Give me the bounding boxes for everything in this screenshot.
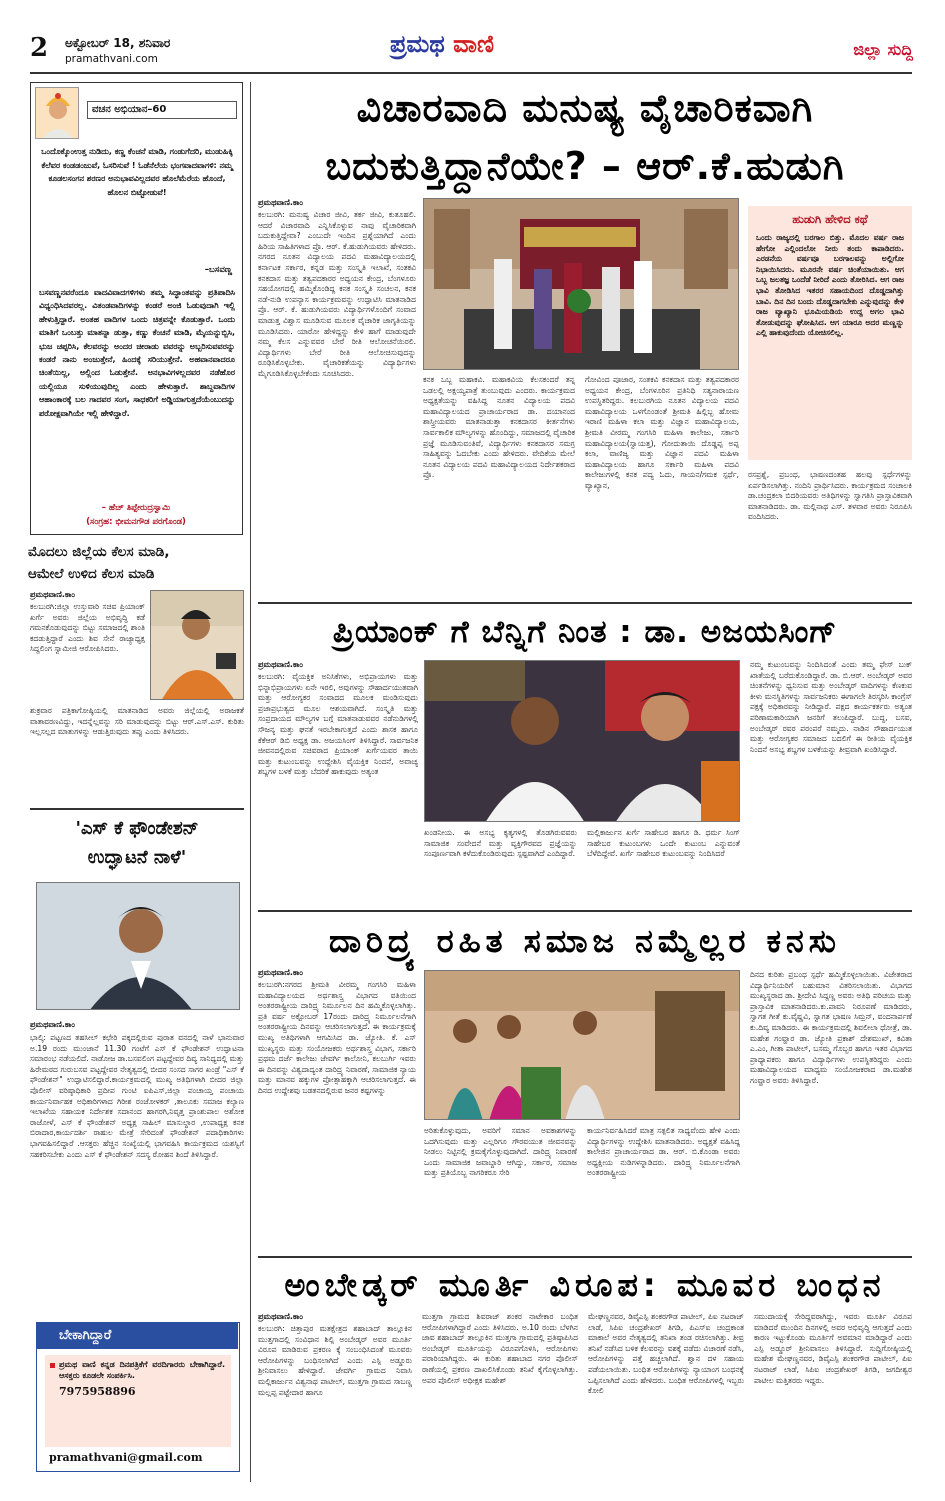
- left-story1-headline: [28, 544, 244, 582]
- story3-col1: ಕಲಬುರಗಿ:ನಗರದ ಶ್ರೀಮತಿ ವೀರಮ್ಮ ಗಂಗಸಿರಿ ಮಹಿಳಾ ಮಹಾವಿದ್ಯಾಲಯದ ಅರ್ಥಶಾಸ್ತ್ರ ವಿಭಾಗದ ವತಿಯಿಂದ ಅಂತರರಾಷ್ಟ್ರೀಯ ದಾರಿದ್ರ್ಯ ನಿರ್ಮೂಲನ ದಿನ ಹಮ್ಮಿಕೊಳ್ಳಲಾಗಿತ್ತು. ಪ್ರತಿ ವರ್ಷ ಅಕ್ಟೋಬರ್ 17ರಂದು ದಾರಿದ್ರ್ಯ ನಿರ್ಮೂಲನೆಗಾಗಿ ಅಂತರರಾಷ್ಟ್ರೀಯ ದಿನವನ್ನು ಆಚರಿಸಲಾಗುತ್ತದೆ. ಈ ಕಾರ್ಯಕ್ರಮಕ್ಕೆ ಮುಖ್ಯ ಅತಿಥಿಗಳಾಗಿ ಆಗಮಿಸಿದ ಡಾ. ಜ್ಯೋತಿ. ಕೆ. ಎಸ್ ಮುಖ್ಯಸ್ಥರು ಮತ್ತು ಸಂಯೋಜಕರು ಅರ್ಥಶಾಸ್ತ್ರ ವಿಭಾಗ, ಸರ್ಕಾರಿ ಪ್ರಥಮ ದರ್ಜೆ ಕಾಲೇಜು ಜೇವರ್ಗಿ ಕಾಲೋನಿ, ಕಲಬುರ್ಗಿ ಇವರು ಈ ದಿನವನ್ನು ವಿಶ್ವದಾದ್ಯಂತ ದಾರಿದ್ರ್ಯ ನಿವಾರಣೆ, ಸಾಮಾಜಿಕ ನ್ಯಾಯ ಮತ್ತು ಮಾನವ ಹಕ್ಕುಗಳ ಪ್ರೋತ್ಸಾಹಕ್ಕಾಗಿ ಆಚರಿಸಲಾಗುತ್ತದೆ. ಈ ದಿನದ ಉದ್ದೇಶವು ಬಡತನದಲ್ಲಿರುವ ಜನರ ಕಷ್ಟಗಳನ್ನು: [258, 980, 416, 1095]
- story4-col4: ಸಮುದಾಯಕ್ಕೆ ಸೇರಿದ್ದವರಾಗಿದ್ದು, ಇವರು ಮೂರ್ತಿ ವಿರೂಪ ಮಾಡಿದರೆ ಮುಂದಿನ ದಿನಗಳಲ್ಲಿ ಅವರ ಅಭಿವೃದ್ಧಿ ಆಗುತ್ತದೆ ಎಂದು ಕಾರಣ ಇಟ್ಟುಕೊಂಡು ಮೂರ್ತಿಗೆ ಅವಮಾನ ಮಾಡಿದ್ದಾರೆ ಎಂದು ಎಸ್ಪಿ ಅಡ್ಡೂರ್ ಶ್ರೀನಿವಾಸಲು ತಿಳಿಸಿದ್ದಾರೆ. ಸುದ್ದಿಗೋಷ್ಠಿಯಲ್ಲಿ ಮಹೇಶ ಮೇಘಣ್ಣನವರ, ಡಿವೈಎಸ್ಪಿ ಶಂಕರಗೌಡ ಪಾಟೀಲ್, ಪಿಐ ನಟರಾಜ್ ಲಾಡೆ, ಸಿಪಿಐ ಚಂದ್ರಶೇಖರ್ ತಿಗಡಿ, ಜಗದೀಶ್ವರ ಪಾಟೀಲ ಮತ್ತಿತರರು ಇದ್ದರು.: [754, 1312, 912, 1385]
- vachana-author: – ಹೆಚ್ ತಿಪ್ಪೇರುದ್ರಸ್ವಾಮಿ: [101, 503, 171, 513]
- vachana-explanation: ಬಸವಣ್ಣನವರೆಂದೂ ವಾದವಿವಾದಗಳಿಗಳು ತಮ್ಮ ಸಿದ್ಧಾಂತವನ್ನು ಪ್ರತಿಪಾದಿಸಿ ವಿಧ್ಯಂಧಿಸಿದವರಲ್ಲ. ವಿತಂಡವಾದಿಗಳನ್ನು ಕಂಡರೆ ಅಂಜಿ ಓಡುವುದಾಗಿ ಇಲ್ಲಿ ಹೇಳುತ್ತಿದ್ದಾರೆ. ಅಂತಹ ವಾದಿಗಳ ಒಂದು ಚಿತ್ರವನ್ನೇ ಕೊಡುತ್ತಾರೆ. ಒಂದು ಮಾತಿಗೆ ಒಂಬತ್ತು ಮಾತನ್ನಾ ಡುತ್ತಾ, ಕಣ್ಣು ಕೆಂಚನೆ ಮಾಡಿ, ಮೈಯನ್ನುಬ್ಬಿಸಿ, ಭುಜ ಚಪ್ಪರಿಸಿ, ಕೆಲವರನ್ನು ಅಂದರ ಚೀರಾಡು ವವರನ್ನು ಅಬ್ಬರಿಸುವವರನ್ನು ಕಂಡರೆ ನಾನು ಅಂಜುತ್ತೇನೆ, ಹಿಂದಕ್ಕೆ ಸರಿಯುತ್ತೇನೆ. ಅಹವಾನವಾದರೂ ಚಿಂತೆಯಿಲ್ಲ, ಅಲ್ಲಿಂದ ಓಡುತ್ತೇನೆ. ಅನಭಾವಿಗಳಲ್ಲದವರ ನಡೆಹೊರ ಯಲ್ಲಿಯೂ ಸುಳಿಯುವುದಿಲ್ಲ ಎಂದು ಹೇಳುತ್ತಾರೆ. ಶಾಬ್ದವಾದಿಗಳ ಆಹಾಂಕಾರಕ್ಕೆ ಬಲ ಗಾದವರ ಸಂಗ, ಸಾಧಕರಿಗೆ ಅಡ್ಡಿಯಾಗುತ್ತದೆಯೆಂಬುದನ್ನು ಪರೋಕ್ಷವಾಗಿಯೇ ಇಲ್ಲಿ ಹೇಳಿದ್ದಾರೆ.: [39, 288, 235, 418]
- story2-col2: ಖಂಡನೀಯ. ಈ ಅಸಭ್ಯ ಕೃತ್ಯಗಳಲ್ಲಿ ತೊಡಗಿರುವವರು ಸಾಮಾಜಿಕ ಸಂವೇದನೆ ಮತ್ತು ವ್ಯಕ್ತಿಗೌರವದ ಪ್ರಜ್ಞೆಯನ್ನು ಸಂಪೂರ್ಣವಾಗಿ ಕಳೆದುಕೊಂಡಿರುವುದು ಸ್ಪಷ್ಟವಾಗಿದೆ ಎಂದಿದ್ದಾರೆ.: [424, 828, 577, 859]
- story1-headline-line1: ವಿಚಾರವಾದಿ ಮನುಷ್ಯ ವೈಚಾರಿಕವಾಗಿ: [356, 86, 814, 130]
- story1-col2: ಕನಕ ಒಬ್ಬ ಮಹಾಕವಿ. ಮಹಾಕವಿಯ ಕೆಲಸಕಂದರೆ ತನ್ನ ಒಡಲಲ್ಲಿ ಅಕ್ಷಯ್ಯಪಾತ್ರೆ ತುಂಬುವುದು ಎಂದರು. ಕಾರ್ಯಕ್ರಮದ ಅಧ್ಯಕ್ಷತೆಯನ್ನು ವಹಿಸಿದ್ದ ನೂತನ ವಿದ್ಯಾಲಯ ಪದವಿ ಮಹಾವಿದ್ಯಾಲಯದ ಪ್ರಾಚಾರ್ಯರಾದ ಡಾ. ದಯಾನಂದ ಶಾಸ್ತ್ರೀಯವರು ಮಾತನಾಡುತ್ತಾ ಕನಕದಾಸರ ಕೀರ್ತನೆಗಳು ಸಾರ್ವಕಾಲಿಕ ಮೌಲ್ಯಗಳನ್ನು ಹೊಂದಿದ್ದು, ಸಮಾಜದಲ್ಲಿ ವೈಚಾರಿಕ ಪ್ರಜ್ಞೆ ಮೂಡಿಸುವಂತಿವೆ, ವಿದ್ಯಾರ್ಥಿಗಳು ಕನಕದಾಸರ ಸಮಗ್ರ ಸಾಹಿತ್ಯವನ್ನು ಓದಬೇಕು ಎಂದು ಹೇಳಿದರು. ವೇದಿಕೆಯ ಮೇಲೆ ನೂತನ ವಿದ್ಯಾಲಯ ಪದವಿ ಮಹಾವಿದ್ಯಾಲಯದ ನಿರ್ದೇಶಕರಾದ ಪ್ರೊ.: [423, 375, 575, 480]
- story1-col4: ರಸಪ್ರಶ್ನೆ, ಪ್ರಬಂಧ, ಭಾಷಣದಂತಹ ಹಲವು ಸ್ಪರ್ಧೆಗಳನ್ನು ಏರ್ಪಡಿಸಲಾಗಿತ್ತು. ನಂದಿನಿ ಪ್ರಾರ್ಥಿಸಿದರು. ಕಾರ್ಯಕ್ರಮದ ಸಂಚಾಲಕಿ ಡಾ.ಚಂದ್ರಕಲಾ ಬಿದರಿಯವರು ಅತಿಥಿಗಳನ್ನು ಸ್ವಾಗತಿಸಿ ಪ್ರಾಸ್ತಾವಿಕವಾಗಿ ಮಾತನಾಡಿದರು. ಡಾ. ಮಲ್ಲಿನಾಥ ಎಸ್. ತಳವಾರ ಅವರು ನಿರೂಪಿಸಿ ವಂದಿಸಿದರು.: [748, 470, 912, 522]
- left-story2-photo: [36, 882, 240, 1010]
- story3-headline: ದಾರಿದ್ರ್ಯ ರಹಿತ ಸಮಾಜ ನಮ್ಮೆಲ್ಲರ ಕನಸು: [329, 922, 841, 960]
- page-number: 2: [30, 33, 49, 63]
- classified-box: [36, 1322, 240, 1472]
- left-divider1: [30, 808, 244, 810]
- story3-col3: ಕಾರ್ಯನಿರ್ವಹಿಸಿದರೆ ಮಾತ್ರ ಸತ್ಪಲಿತ ಸಾಧ್ಯವೆಂದು ಹೇಳಿ ಎಂದು ವಿದ್ಯಾರ್ಥಿಗಳನ್ನು ಉದ್ದೇಶಿಸಿ ಮಾತನಾಡಿದರು. ಅಧ್ಯಕ್ಷತೆ ವಹಿಸಿದ್ದ ಕಾಲೇಜಿನ ಪ್ರಾಚಾರ್ಯರಾದ ಡಾ. ಆರ್. ಬಿ.ಕೊಂಡಾ ಅವರು ಅಧ್ಯಕ್ಷೀಯ ನುಡಿಗಳನ್ನಾಡಿದರು. ದಾರಿದ್ರ್ಯ ನಿರ್ಮೂಲನೆಗಾಗಿ ಅಂತರರಾಷ್ಟ್ರೀಯ: [587, 1126, 740, 1178]
- story4-col3: ಮೇಘಣ್ಣನವರ, ಡಿವೈಎಸ್ಪಿ ಶಂಕರಗೌಡ ಪಾಟೀಲ್, ಪಿಐ ನಟರಾಜ್ ಲಾಡೆ, ಸಿಪಿಐ ಚಂದ್ರಶೇಖರ್ ತಿಗಡಿ, ಪಿಎಸ್ಐ ಚಂದ್ರಕಾಂತ ಮಾಕಾಲೆ ಅವರ ನೇತೃತ್ವದಲ್ಲಿ ತನಿಖಾ ತಂಡ ರಚಿಸಲಾಗಿತ್ತು. ತೀವ್ರ ತನಿಖೆ ನಡೆಸಿದ ಬಳಿಕ ಕೆಲವರನ್ನು ವಶಕ್ಕೆ ಪಡೆದು ವಿಚಾರಣೆ ನಡೆಸಿ, ಆರೋಪಿಗಳನ್ನು ಪತ್ತೆ ಹಚ್ಚಲಾಗಿದೆ. ಶ್ವಾನ ದಳ ಸಹಾಯ ಪಡೆಯಲಾಯಿತು. ಬಂಧಿತ ಆರೋಪಿಗಳನ್ನು ನ್ಯಾಯಾಂಗ ಬಂಧನಕ್ಕೆ ಒಪ್ಪಿಸಲಾಗಿದೆ ಎಂದು ಹೇಳಿದರು. ಬಂಧಿತ ಆರೋಪಿಗಳಲ್ಲಿ ಇಬ್ಬರು ಕೋಲಿ: [588, 1312, 744, 1396]
- story4-byline: ಪ್ರಮಥವಾಣಿ.ಕಾಂ: [258, 1312, 303, 1321]
- left-story1-text-below: ಶುಕ್ರವಾರ ಪತ್ರಿಕಾಗೋಷ್ಠಿಯಲ್ಲಿ ಮಾತನಾಡಿದ ಅವರು ಜಿಲ್ಲೆಯಲ್ಲಿ ಅರಾಜಕತೆ ವಾತಾವರಣವಿದ್ದು, ಇದನ್ನೆಲ್ಲವನ್ನು ಸರಿ ಮಾಡುವುದನ್ನು ಬಿಟ್ಟು ಆರ್.ಎಸ್.ಎಸ್. ಕುರಿತು ಇಲ್ಲಸಲ್ಲದ ಮಾತುಗಳನ್ನು ಆಡುತ್ತಿರುವುದು ತಪ್ಪು ಎಂದು ತಿಳಿಸಿದರು.: [30, 706, 244, 737]
- story1-byline: ಪ್ರಮಥವಾಣಿ.ಕಾಂ: [258, 198, 303, 207]
- classified-heading: ಬೇಕಾಗಿದ್ದಾರೆ: [37, 1323, 238, 1349]
- sidebar-story-box: [748, 206, 912, 460]
- left-story1-text-beside: ಕಲಬುರಗಿ:ಜಿಲ್ಲಾ ಉಸ್ತುವಾರಿ ಸಚಿವ ಪ್ರಿಯಾಂಕ್ ಖರ್ಗೆ ಅವರು ಜಿಲ್ಲೆಯ ಅಭಿವೃದ್ಧಿ ಕಡೆ ಗಮನಕೊಡುವುದನ್ನು ಬಿಟ್ಟು ಸಮಾಜದಲ್ಲಿ ಶಾಂತಿ ಕದಡುತ್ತಿದ್ದಾರೆ ಎಂದು ಶಿವ ಸೇನೆ ರಾಜ್ಯಾಧ್ಯಕ್ಷ ಸಿದ್ದಲಿಂಗ ಸ್ವಾಮೀಜಿ ಆರೋಪಿಸಿದರು.: [30, 602, 145, 654]
- left-story1-photo: [150, 590, 244, 700]
- story3-col2: ಅರಿತುಕೊಳ್ಳುವುದು, ಅವರಿಗೆ ಸಮಾನ ಅವಕಾಶಗಳನ್ನು ಒದಗಿಸುವುದು ಮತ್ತು ಎಲ್ಲರಿಗೂ ಗೌರವಯುತ ಜೀವನವನ್ನು ನೀಡಲು ನಿಟ್ಟಿನಲ್ಲಿ ಕ್ರಮಕೈಗೊಳ್ಳುವುದಾಗಿದೆ. ದಾರಿದ್ರ್ಯ ನಿವಾರಣೆ ಒಂದು ಸಾಮಾಜಿಕ ಜವಾಬ್ದಾರಿ ಆಗಿದ್ದು, ಸರ್ಕಾರ, ಸಮಾಜ ಮತ್ತು ಪ್ರತಿಯೊಬ್ಬ ನಾಗರಿಕರೂ ಸೇರಿ: [424, 1126, 577, 1178]
- story1-col1: ಕಲಬುರಗಿ: ಮನುಷ್ಯ ವಿಚಾರ ಜೀವಿ, ತರ್ಕ ಜೀವಿ, ಕುತೂಹಲಿ. ಆದರೆ ವಿಚಾರವಾದಿ ಎನ್ನಿಸಿಕೊಳ್ಳುವ ನಾವು ವೈಚಾರಿಕವಾಗಿ ಬದುಕುತ್ತಿದ್ದೇವಾ? ಎಂಬುದೇ ಇಂದಿನ ಪ್ರಶ್ನೆಯಾಗಿದೆ ಎಂದು ಹಿರಿಯ ಸಾಹಿತಿಗಳಾದ ಪ್ರೊ. ಆರ್. ಕೆ.ಹುಡುಗಿಯವರು ಹೇಳಿದರು. ನಗರದ ನೂತನ ವಿದ್ಯಾಲಯ ಪದವಿ ಮಹಾವಿದ್ಯಾಲಯದಲ್ಲಿ ಕರ್ನಾಟಕ ಸರ್ಕಾರ, ಕನ್ನಡ ಮತ್ತು ಸಂಸ್ಕೃತಿ ಇಲಾಖೆ, ಸಂತಕವಿ ಕನಕದಾಸ ಮತ್ತು ತತ್ವಪದಕಾರರ ಅಧ್ಯಯನ ಕೇಂದ್ರ, ಬೆಂಗಳೂರು ಸಹಯೋಗದಲ್ಲಿ ಹಮ್ಮಿಕೊಂಡಿದ್ದ ಕನಕ ಸಂಸ್ಕೃತಿ ಸಂಚಲನ, ಕನಕ ನಡೆ-ನುಡಿ ಉಪನ್ಯಾಸ ಕಾರ್ಯಕ್ರಮವನ್ನು ಉದ್ಘಾಟಿಸಿ ಮಾತನಾಡಿದ ಪ್ರೊ. ಆರ್. ಕೆ. ಹುಡುಗಿಯವರು ವಿದ್ಯಾರ್ಥಿಗಳೊಂದಿಗೆ ಸಂವಾದ ಮಾಡುತ್ತ ವಿಶ್ವಾಸ ಮೂಡಿಸುವ ಮೂಲಕ ವೈಚಾರಿಕ ಜಾಗೃತಿಯನ್ನು ಮೂಡಿಸಿದರು. ಯಾರೋ ಹೇಳಿದ್ದನ್ನು ಕೇಳಿ ಹಾಗೆ ಮಾಡುವುದೇ ನಮ್ಮ ಕೆಲಸ ಎನ್ನುವವರ ಬೇರೆ ರೀತಿ ಆಲೋಚನೆಯಿರಲಿ. ವಿದ್ಯಾರ್ಥಿಗಳು ಬೇರೆ ರೀತಿ ಆಲೋಚಿಸುವುದನ್ನು ರೂಢಿಸಿಕೊಳ್ಳಬೇಕು. ವೈಚಾರಿಕತೆಯನ್ನು ವಿದ್ಯಾರ್ಥಿಗಳು ಮೈಗೂಡಿಸಿಕೊಳ್ಳಬೇಕೆಂದು ಸೂಚಿಸಿದರು.: [258, 210, 416, 378]
- vachana-heading: ವಚನ ಅಭಿಯಾನ–60: [87, 101, 237, 119]
- story4-headline: ಅಂಬೇಡ್ಕರ್ ಮೂರ್ತಿ ವಿರೂಪ: ಮೂವರ ಬಂಧನ: [284, 1266, 886, 1304]
- left-story2-headline: [30, 818, 244, 868]
- basavanna-portrait: [35, 87, 79, 139]
- page-date: ಅಕ್ಟೋಬರ್ 18, ಶನಿವಾರ: [65, 36, 171, 50]
- vachana-poem: ಒಂದೊಕ್ಕೊಂಉತ್ತ ನುಡಿದು, ಕಣ್ಣ ಕೆಂಚನೆ ಮಾಡಿ, ಗಂಡುಗೆದರಿ, ಮುಡುಹಿಕ್ಕಿ ಕೆಲೆವರ ಕಂಡಡಂಜುವೆ, ಓಸರಿಸುವೆ ! ಓಡೆನೆಲೆಯ ಭಂಗವಾದವಾಗಳಿ: ನಮ್ಮ ಕೂಡಲಸಂಗನ ಶರಣರ ಅನುಭಾವವಿಲ್ಲದವರ ಹೊಲೆಮೆರೆಯ ಹೊಂದೆ, ಹೊಲನ ಬಿಟ್ಟೋಡುವೆ!: [41, 147, 233, 197]
- left-story2-headline-line2: ಉದ್ಘಾಟನೆ ನಾಳೆ': [87, 847, 187, 868]
- story1-photo: [423, 198, 739, 370]
- left-story1-headline-line1: ಮೊದಲು ಜಿಲ್ಲೆಯ ಕೆಲಸ ಮಾಡಿ,: [28, 544, 170, 560]
- bullet-icon: [50, 1363, 55, 1368]
- sidebar-heading: ಹುಡುಗಿ ಹೇಳಿದ ಕಥೆ: [792, 212, 868, 226]
- masthead: [0, 0, 945, 72]
- left-story2-byline: ಪ್ರಮಥವಾಣಿ.ಕಾಂ: [30, 1020, 75, 1029]
- story3-byline: ಪ್ರಮಥವಾಣಿ.ಕಾಂ: [258, 968, 303, 977]
- classified-body: [45, 1355, 231, 1447]
- sidebar-text: ಒಂದು ರಾಜ್ಯದಲ್ಲಿ ಬರಗಾಲ ಬಿತ್ತು. ಮೊದಲ ವರ್ಷ ರಾಜ ಹೇಗೋ ಎಲ್ಲಿಂದಲೋ ನೀರು ತಂದು ಕಾಪಾಡಿದರು. ಎರಡನೆಯ ವರ್ಷವೂ ಬರಗಾಲವನ್ನು ಅಲ್ಲಿಗೋ ನಿಭಾಯಿಸಿದರು. ಮೂರನೇ ವರ್ಷ ಚಿಂತೆಯಾಯಿತು. ಆಗ ಒಬ್ಬ ಜಲತಜ್ಞ ಒಂದೆಡೆ ನೀರಿದೆ ಎಂದು ತೋರಿಸಿದ. ಆಗ ರಾಜ ಭಾವಿ ತೋಡಿಸಿದ ಇತರರ ಸಹಾಯದಿಂದ ದೊಡ್ಡದಾಗಿತ್ತು ಬಾವಿ. ದಿನ ದಿನ ಬಂದು ದೊಡ್ಡದಾಗಬೇಕು ಎನ್ನುವುದನ್ನು ಕೇಳಿ ರಾಜ ವ್ಯಾಖ್ಯಾನಿ ಭೂಮಿಯಡಿಯ ಉದ್ದ ಅಗಲ ಭಾವಿ ತೋಡುವುದನ್ನು ಘೋಷಿಸಿದ. ಆಗ ಯಾರೂ ಅದರ ಮಣ್ಣನ್ನು ಎಲ್ಲಿ ಹಾಕುವುದೆಂದು ಯೋಚಿಸಲಿಲ್ಲ.: [756, 233, 904, 338]
- story2-col1: ಕಲಬುರಗಿ: ವೈಯಕ್ತಿಕ ಅನಿಸಿಕೆಗಳು, ಅಭಿಪ್ರಾಯಗಳು ಮತ್ತು ಭಿನ್ನಾಭಿಪ್ರಾಯಗಳು ಏನೇ ಇರಲಿ, ಅವುಗಳನ್ನು ಸೌಹಾರ್ದಯುತವಾಗಿ ಮತ್ತು ಆರೋಗ್ಯಕರ ಸಂವಾದದ ಮೂಲಕ ಮಂಡಿಸುವುದು ಪ್ರಜಾಪ್ರಭುತ್ವದ ಮೂಲ ಆಶಯವಾಗಿದೆ. ಸಂಸ್ಕೃತಿ ಮತ್ತು ಸಂಪ್ರದಾಯದ ಮೌಲ್ಯಗಳ ಬಗ್ಗೆ ಮಾತನಾಡುವವರ ನಡೆನುಡಿಗಳಲ್ಲಿ ಸೌಜನ್ಯ ಮತ್ತು ಘನತೆ ಇರಬೇಕಾಗುತ್ತದೆ ಎಂದು ಶಾಸಕ ಹಾಗೂ ಕೆಕೆಆರ್ ಡಿಬಿ ಅಧ್ಯಕ್ಷ ಡಾ. ಅಜಯಸಿಂಗ್ ತಿಳಿಸಿದ್ದಾರೆ. ಸಾರ್ವಜನಿಕ ಜೀವನದಲ್ಲಿರುವ ಸಚಿವರಾದ ಪ್ರಿಯಾಂಕ್ ಖರ್ಗೆಯವರ ತಾಯಿ ಮತ್ತು ಕುಟುಂಬವನ್ನು ಉದ್ದೇಶಿಸಿ ವೈಯಕ್ತಿಕ ನಿಂದನೆ, ಅವಾಚ್ಯ ಶಬ್ದಗಳ ಬಳಕೆ ಮತ್ತು ಬೆದರಿಕೆ ಹಾಕುವುದು ಅತ್ಯಂತ: [258, 672, 418, 777]
- story1-headline-line2: ಬದುಕುತ್ತಿದ್ದಾನೆಯೇ? – ಆರ್.ಕೆ.ಹುಡುಗಿ: [325, 144, 845, 188]
- classified-phone: 7975958896: [59, 1385, 136, 1398]
- left-story1-headline-line2: ಆಮೇಲೆ ಉಳಿದ ಕೆಲಸ ಮಾಡಿ: [28, 566, 155, 582]
- classified-email: pramathvani@gmail.com: [49, 1451, 203, 1464]
- story-divider1: [258, 602, 912, 604]
- left-story2-text: ಭಾಲ್ಕಿ: ಪಟ್ಟಣದ ತಹಸೀಲ್ ಕಛೇರಿ ಪಕ್ಕದಲ್ಲಿರುವ ಪುರಾತ ವನದಲ್ಲಿ ನಾಳೆ ಭಾನುವಾರ ಅ.19 ರಂದು ಮುಂಜಾನೆ 11.30 ಗಂಟೆಗೆ ಎಸ್ ಕೆ ಫೌಂಡೇಶನ್ ಉದ್ಘಾಟನಾ ಸಮಾರಂಭ ನಡೆಯಲಿದೆ. ನಾಡೋಜ ಡಾ.ಬಸವಲಿಂಗ ಪಟ್ಟದ್ದೇವರ ದಿವ್ಯ ಸಾನಿಧ್ಯದಲ್ಲಿ ಮತ್ತು ಹಿರೇಮಠದ ಗುರುಬಸವ ಪಟ್ಟದ್ದೇವರ ನೇತೃತ್ವದಲ್ಲಿ ಬೀದರ ಸಂಸದ ಸಾಗರ ಖಂಡ್ರೆ "ಎಸ್ ಕೆ ಫೌಂಡೇಶನ್" ಉದ್ಘಾಟಿಸಲಿದ್ದಾರೆ.ಕಾರ್ಯಕ್ರಮದಲ್ಲಿ ಮುಖ್ಯ ಅತಿಥಿಗಳಾಗಿ ಬೀದರ ಜಿಲ್ಲಾ ಪೊಲೀಸ್ ವರಿಷ್ಠಾಧಿಕಾರಿ ಪ್ರದೀಪ ಗುಂಟಿ ಐಪಿಎಸ್,ಜಿಲ್ಲಾ ಪಂಚಾಯ್ತ ಪಂಚಾಯ ಕಾರ್ಯನಿರ್ವಾಹಕ ಅಧಿಕಾರಿಗಳಾದ ಗಿರೀಶ ರಂಜೋಳಕರ್ ,ತಾಲೂಕು ಸಮಾಜ ಕಲ್ಯಾಣ ಇಲಾಖೆಯ ಸಹಾಯಕ ನಿರ್ದೇಶಕ ಸದಾನಂದ ಹಾಗರಗಿ,ನಿವೃತ್ತ ಪ್ರಾಂಶುಪಾಲ ಅಶೋಕ ರಾಜೋಳೆ, ಎಸ್ ಕೆ ಫೌಂಡೇಶನ್ ಅಧ್ಯಕ್ಷ ಸಾಹಿಲ್ ಮಾಸುಲ್ದಾರ ,ಉಪಾಧ್ಯಕ್ಷ ಕನಕ ಬಿರಾದಾರ,ಕಾರ್ಯದರ್ಶಿ ರಾಹುಲ ಮೇತ್ರೆ ಸೇರಿದಂತೆ ಫೌಂಡೇಶನ್ ಪದಾಧಿಕಾರಿಗಳು ಭಾಗವಹಿಸಲಿದ್ದಾರೆ .ಆಸಕ್ತರು ಹೆಚ್ಚಿನ ಸಂಖ್ಯೆಯಲ್ಲಿ ಭಾಗವಹಿಸಿ ಕಾರ್ಯಕ್ರಮದ ಯಶಸ್ವಿಗೆ ಸಹಕರಿಸಬೇಕು ಎಂದು ಎಸ್ ಕೆ ಫೌಂಡೇಶನ್ ಸದಸ್ಯ ರೋಹನ ಶಿಂದೆ ತಿಳಿಸಿದ್ದಾರೆ.: [30, 1033, 244, 1159]
- story2-col3: ಮಲ್ಲಿಕಾರ್ಜುನ ಖರ್ಗೆ ಸಾಹೇಬರ ಹಾಗೂ ಡಿ. ಧರ್ಮ ಸಿಂಗ್ ಸಾಹೇಬರ ಕುಟುಂಬಗಳು ಒಂದೇ ಕುಟುಂಬ ಎನ್ನುವಂತೆ ಬೆಳೆದಿದ್ದೇವೆ. ಖರ್ಗೆ ಸಾಹೇಬರ ಕುಟುಂಬವನ್ನು ನಿಂದಿಸಿದರೆ: [587, 828, 740, 859]
- column-separator: [250, 82, 251, 1482]
- vachana-box: [30, 82, 243, 535]
- vachana-poet: –ಬಸವಣ್ಣ: [204, 265, 232, 275]
- masthead-divider: [30, 72, 912, 74]
- title-part2: ವಾಣಿ: [453, 30, 495, 58]
- newspaper-title: [390, 30, 494, 58]
- classified-text: ಪ್ರಮಥ ವಾಣಿ ಕನ್ನಡ ದಿನಪತ್ರಿಕೆಗೆ ವರದಿಗಾರರು ಬೇಕಾಗಿದ್ದಾರೆ. ಆಸಕ್ತರು ಕೂಡಲೇ ಸಂಪರ್ಕಿಸಿ.: [59, 1360, 225, 1380]
- section-name: ಜಿಲ್ಲಾ ಸುದ್ದಿ: [853, 40, 913, 59]
- story1-col3: ಗೋವಿಂದ ಪೂಜಾರ, ಸಂತಕವಿ ಕನಕದಾಸ ಮತ್ತು ತತ್ವಪದಕಾರರ ಅಧ್ಯಯನ ಕೇಂದ್ರ, ಬೆಂಗಳೂರಿನ ಪ್ರತಿನಿಧಿ ಸತ್ಯನಾರಾಯಣ ಉಪಸ್ಥಿತರಿದ್ದರು. ಕಲಬುರಗಿಯ ನೂತನ ವಿದ್ಯಾಲಯ ಪದವಿ ಮಹಾವಿದ್ಯಾಲಯ ಒಳಗೊಂಡಂತೆ ಶ್ರೀಮತಿ ಹಿಲ್ಲಿಬ್ಬ ಹೋಮ ಇರಾಣಿ ಮಹಿಳಾ ಕಲಾ ಮತ್ತು ವಿಜ್ಞಾನ ಮಹಾವಿದ್ಯಾಲಯ, ಶ್ರೀಮತಿ ವೀರಮ್ಮ ಗಂಗಸಿರಿ ಮಹಿಳಾ ಕಾಲೇಜು, ಸರ್ಕಾರಿ ಮಹಾವಿದ್ಯಾಲಯ(ಸ್ವಾಯತ್ತ), ಗೋದುತಾಯಿ ದೊಡ್ಡಪ್ಪ ಅಪ್ಪ ಕಲಾ, ವಾಣಿಜ್ಯ ಮತ್ತು ವಿಜ್ಞಾನ ಪದವಿ ಮಹಿಳಾ ಮಹಾವಿದ್ಯಾಲಯ ಹಾಗೂ ಸರ್ಕಾರಿ ಮಹಿಳಾ ಪದವಿ ಕಾಲೇಜುಗಳಲ್ಲಿ ಕನಕ ಪದ್ಯ ಓದು, ಗಾಯನ/ಗಮಕ ಸ್ಪರ್ಧೆ, ವ್ಯಾಖ್ಯಾನ,: [585, 375, 739, 490]
- website-url: pramathvani.com: [65, 53, 158, 65]
- story4-col1: ಕಲಬುರಗಿ: ಚಿತ್ತಾಪುರ ಮತಕ್ಷೇತ್ರದ ಶಹಾಬಾದ್ ತಾಲ್ಲೂಕಿನ ಮುತ್ತಗಾದಲ್ಲಿ ಸಂವಿಧಾನ ಶಿಲ್ಪಿ ಅಂಬೇಡ್ಕರ್ ಅವರ ಮೂರ್ತಿ ವಿರೂಪ ಮಾಡಿರುವ ಪ್ರಕರಣ ಕ್ಕೆ ಸಂಬಂಧಿಸಿದಂತೆ ಮೂವರು ಆರೋಪಿಗಳನ್ನು ಬಂಧಿಸಲಾಗಿದೆ ಎಂದು ಎಸ್ಪಿ ಅಡ್ಡೂರು ಶ್ರೀನಿವಾಸಲು ಹೇಳಿದ್ದಾರೆ. ಜೇವರ್ಗಿ ಗ್ರಾಮದ ನಿವಾಸಿ ಮಲ್ಲಿಕಾರ್ಜುನ ವಿಶ್ವನಾಥ ಪಾಟೀಲ್, ಮುತ್ತಗಾ ಗ್ರಾಮದ ಸಾಬಣ್ಣ ಮಲ್ಲಪ್ಪ ಪಟ್ಟೇದಾರ ಹಾಗೂ: [258, 1324, 412, 1397]
- vachana-compiler: (ಸಂಗ್ರಹ: ಭೀಮನಗೌಡ ಪರಗೊಂಡ): [86, 517, 186, 527]
- story2-byline: ಪ್ರಮಥವಾಣಿ.ಕಾಂ: [258, 660, 303, 669]
- story4-col2: ಮುತ್ತಗಾ ಗ್ರಾಮದ ಶಿವರಾಜ್ ಶಂಕರ ನಾಟೇಕಾರ ಬಂಧಿತ ಆರೋಪಿಗಳಾಗಿದ್ದಾರೆ ಎಂದು ತಿಳಿಸಿದರು. ಅ.10 ರಂದು ಬೆಳಗಿನ ಜಾವ ಶಹಾಬಾದ್ ತಾಲ್ಲೂಕಿನ ಮುತ್ತಗಾ ಗ್ರಾಮದಲ್ಲಿ ಪ್ರತಿಷ್ಠಾಪಿಸಿದ ಅಂಬೇಡ್ಕರ್ ಮೂರ್ತಿಯನ್ನು ವಿರೂಪಗೊಳಿಸಿ, ಆರೋಪಿಗಳು ಪರಾರಿಯಾಗಿದ್ದರು. ಈ ಕುರಿತು ಶಹಾಬಾದ ನಗರ ಪೊಲೀಸ್ ಠಾಣೆಯಲ್ಲಿ ಪ್ರಕರಣ ದಾಖಲಿಸಿಕೊಂಡು ತನಿಖೆ ಕೈಗೊಳ್ಳಲಾಗಿತ್ತು. ಅಪರ ಪೊಲೀಸ್ ಅಧೀಕ್ಷಕ ಮಹೇಶ್: [422, 1312, 578, 1385]
- left-story2-headline-line1: 'ಎಸ್ ಕೆ ಫೌಂಡೇಶನ್: [75, 818, 199, 839]
- story3-photo: [424, 970, 740, 1120]
- story-divider2: [258, 910, 912, 912]
- story-divider3: [258, 1256, 912, 1258]
- story2-headline: ಪ್ರಿಯಾಂಕ್ ಗೆ ಬೆನ್ನಿಗೆ ನಿಂತ : ಡಾ. ಅಜಯಸಿಂಗ್: [332, 614, 838, 650]
- left-story1-byline: ಪ್ರಮಥವಾಣಿ.ಕಾಂ: [30, 590, 75, 599]
- story2-col4: ನಮ್ಮ ಕುಟುಂಬವನ್ನು ನಿಂದಿಸಿದಂತೆ ಎಂದು ತಮ್ಮ ಫೇಸ್ ಬುಕ್ ಖಾತೆಯಲ್ಲಿ ಬರೆದುಕೊಂಡಿದ್ದಾರೆ. ಡಾ. ಬಿ.ಆರ್. ಅಂಬೇಡ್ಕರ್ ಅವರ ಚಿಂತನೆಗಳನ್ನು ಧ್ವನಿಸುವ ಮತ್ತು ಅಂಬೇಡ್ಕರ್ ವಾದಿಗಳನ್ನು ಕೆಣಕುವ ಕೀಳು ಮನಸ್ಥಿತಿಗಳನ್ನು ಸಾರ್ವಜನಿಕರು ಈಗಾಗಲೇ ತಿರಸ್ಕರಿಸಿ ಕಾಂಗ್ರೆಸ್ ಪಕ್ಷಕ್ಕೆ ಅಧಿಕಾರವನ್ನು ನೀಡಿದ್ದಾರೆ. ಪಕ್ಷದ ಕಾರ್ಯಕರ್ತರು ಅತ್ಯಂತ ಪರಿಣಾಮಕಾರಿಯಾಗಿ ಜನರಿಗೆ ತಲುಪಿದ್ದಾರೆ. ಬುದ್ಧ, ಬಸವ, ಅಂಬೇಡ್ಕರ್ ರವರ ಪರಂಪರೆ ನಮ್ಮದು. ನಾಡಿನ ಸೌಹಾರ್ದಯುತ ಮತ್ತು ಆರೋಗ್ಯಕರ ಸಮಾಜದ ಬದಲಿಗೆ ಈ ರೀತಿಯ ವೈಯಕ್ತಿಕ ನಿಂದನೆ ಅಸಭ್ಯ ಶಬ್ದಗಳ ಬಳಕೆಯನ್ನು ತೀವ್ರವಾಗಿ ಖಂಡಿಸಿದ್ದಾರೆ.: [750, 660, 912, 754]
- story3-col4: ದಿನದ ಕುರಿತು ಪ್ರಬಂಧ ಸ್ಪರ್ಧೆ ಹಮ್ಮಿಕೊಳ್ಳಲಾಯಿತು. ವಿಜೇತರಾದ ವಿದ್ಯಾರ್ಥಿನಿಯರಿಗೆ ಬಹುಮಾನ ವಿತರಿಸಲಾಯಿತು. ವಿಭಾಗದ ಮುಖ್ಯಸ್ಥರಾದ ಡಾ. ಶ್ರೀದೇವಿ ಸಿದ್ದಣ್ಣ ಅವರು ಅತಿಥಿ ಪರಿಚಯ ಮತ್ತು ಪ್ರಾಸ್ತಾವಿಕ ಮಾತನಾಡಿದರು.ಕು.ಪಾವನಿ ನಿರೂಪಣೆ ಮಾಡಿದರು, ಸ್ವಾಗತ ಗೀತೆ ಕು.ವೈಷ್ಣವಿ, ಸ್ವಾಗತ ಭಾಷಣ ಸಿಮ್ರನ್, ವಂದನಾರ್ಪಣೆ ಕು.ದಿವ್ಯ ಮಾಡಿದರು. ಈ ಕಾರ್ಯಕ್ರಮದಲ್ಲಿ ಶಿವಲೀಲಾ ಧೋತ್ರೆ, ಡಾ. ಮಹೇಶ ಗಂವ್ಹಾರ ಡಾ. ಜ್ಯೋತಿ ಪ್ರಕಾಶ್ ದೇಶಮುಖ್, ಕವಿತಾ ಎ.ಎಂ, ಗೀತಾ ಪಾಟೀಲ್, ಬಸಮ್ಮ ಗೊಬ್ಬರ ಹಾಗೂ ಇತರ ವಿಭಾಗದ ಪ್ರಾಧ್ಯಾಪಕರು ಹಾಗೂ ವಿದ್ಯಾರ್ಥಿಗಳು ಉಪಸ್ಥಿತರಿದ್ದರು ಎಂದು ಮಹಾವಿದ್ಯಾಲಯದ ಮಾಧ್ಯಮ ಸಂಯೋಜಕರಾದ ಡಾ.ಮಹೇಶ ಗಂವ್ಹಾರ ಅವರು ತಿಳಿಸಿದ್ದಾರೆ.: [750, 970, 912, 1085]
- title-part1: ಪ್ರಮಥ: [390, 30, 445, 58]
- story2-photo: [424, 660, 740, 822]
